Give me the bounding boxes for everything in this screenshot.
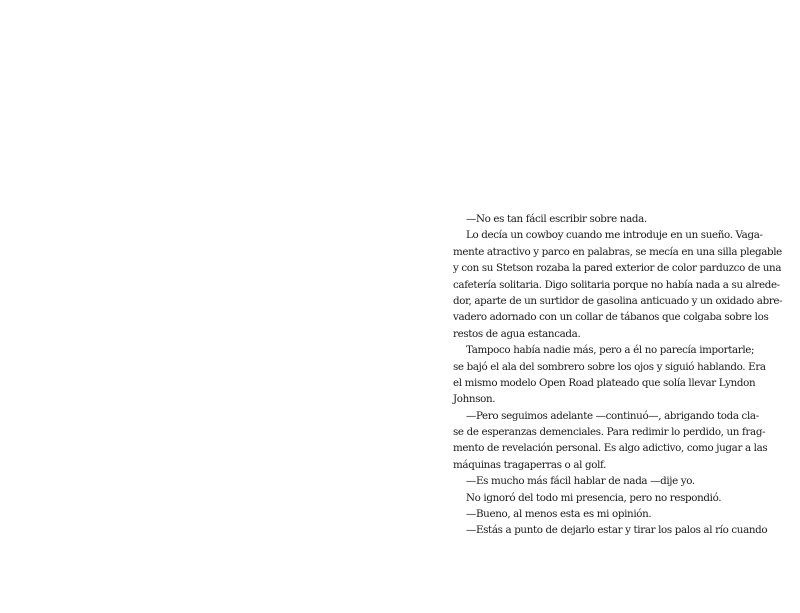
right-page xyxy=(400,0,800,613)
text-line: Tampoco había nadie más, pero a él no parecía importarle; xyxy=(466,344,755,357)
text-line: —Es mucho más fácil hablar de nada —dije yo. xyxy=(466,475,695,488)
text-line: cafetería solitaria. Digo solitaria porque no había nada a su alrede- xyxy=(453,278,780,291)
text-line: Lo decía un cowboy cuando me introduje en un sueño. Vaga- xyxy=(466,229,763,242)
text-line: vadero adornado con un collar de tábanos que colgaba sobre los xyxy=(453,311,769,324)
text-line: el mismo modelo Open Road plateado que solía llevar Lyndon xyxy=(453,376,756,389)
text-line: restos de agua estancada. xyxy=(453,327,581,340)
text-line: mente atractivo y parco en palabras, se mecía en una silla plegable xyxy=(453,245,782,258)
body-text xyxy=(453,211,783,539)
text-line: mento de revelación personal. Es algo adictivo, como jugar a las xyxy=(453,442,768,455)
text-line: —Bueno, al menos esta es mi opinión. xyxy=(466,508,652,521)
text-line: se bajó el ala del sombrero sobre los ojos y siguió hablando. Era xyxy=(453,360,766,373)
text-line: —No es tan fácil escribir sobre nada. xyxy=(466,213,647,225)
text-line: Johnson. xyxy=(453,393,496,406)
text-line: máquinas tragaperras o al golf. xyxy=(453,458,607,471)
text-line: No ignoró del todo mi presencia, pero no respondió. xyxy=(466,491,722,504)
text-line: —Pero seguimos adelante —continuó—, abrigando toda cla- xyxy=(466,409,759,422)
text-line: se de esperanzas demenciales. Para redimir lo perdido, un frag- xyxy=(453,426,766,439)
text-line: dor, aparte de un surtidor de gasolina anticuado y un oxidado abre- xyxy=(453,294,783,307)
text-line: y con su Stetson rozaba la pared exterior de color parduzco de una xyxy=(453,262,782,275)
text-line: —Estás a punto de dejarlo estar y tirar los palos al río cuando xyxy=(466,524,768,537)
